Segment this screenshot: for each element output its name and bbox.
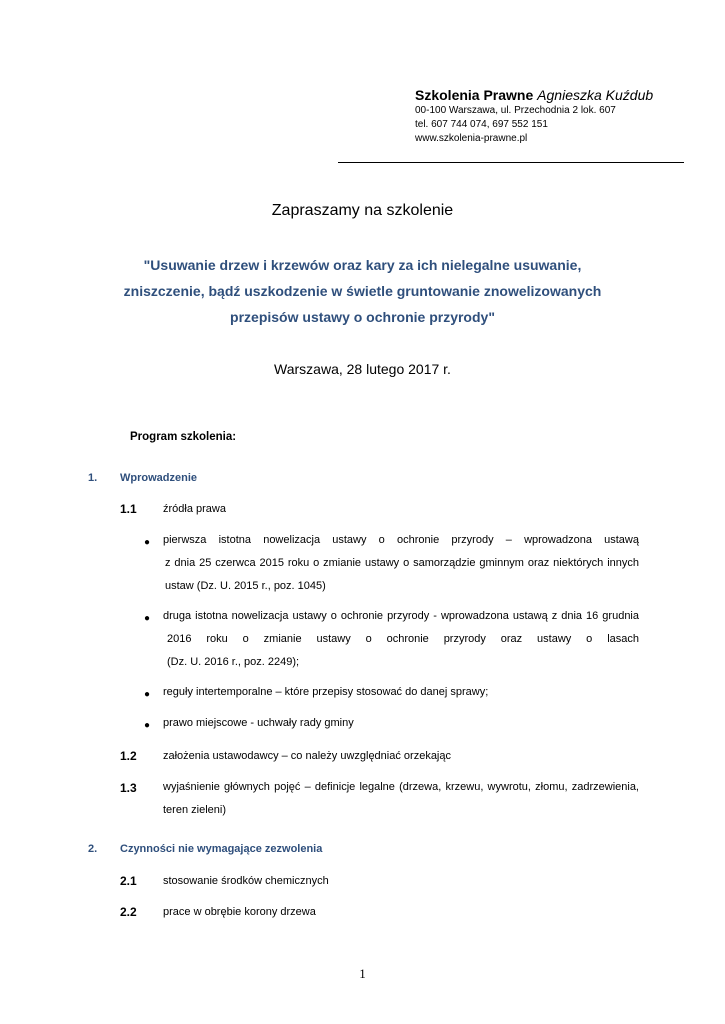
- invitation-heading: Zapraszamy na szkolenie: [271, 202, 454, 219]
- program-heading: Program szkolenia:: [130, 431, 237, 443]
- list-item: [163, 681, 639, 704]
- list-item-line: druga istotna nowelizacja ustawy o ochronie przyrody - wprowadzona ustawą z dnia 16 grudnia: [163, 610, 639, 622]
- subsection-line: teren zieleni): [163, 804, 226, 816]
- company-owner: Agnieszka Kuźdub: [537, 87, 654, 103]
- section-title: Wprowadzenie: [120, 472, 198, 484]
- bullet-icon: ●: [144, 689, 151, 700]
- title-line: przepisów ustawy o ochronie przyrody": [230, 309, 495, 325]
- section-title: Czynności nie wymagające zezwolenia: [120, 843, 323, 855]
- list-item-line: prawo miejscowe - uchwały rady gminy: [163, 717, 354, 729]
- list-item-line: (Dz. U. 2016 r., poz. 2249);: [167, 656, 300, 668]
- subsection-text: stosowanie środków chemicznych: [163, 875, 329, 887]
- subsection-text: prace w obrębie korony drzewa: [163, 906, 316, 918]
- date-place: Warszawa, 28 lutego 2017 r.: [274, 361, 451, 377]
- subsection-number: 1.1: [120, 502, 137, 516]
- title-line: "Usuwanie drzew i krzewów oraz kary za ich nielegalne usuwanie,: [143, 257, 582, 273]
- list-item-line: reguły intertemporalne – które przepisy stosować do danej sprawy;: [163, 686, 489, 698]
- company-address: 00-100 Warszawa, ul. Przechodnia 2 lok. 607: [415, 105, 616, 116]
- subsection-number: 2.2: [120, 905, 137, 919]
- list-item: [163, 605, 639, 674]
- bullet-icon: ●: [144, 720, 151, 731]
- letterhead: [415, 86, 715, 146]
- company-label: Szkolenia Prawne: [415, 87, 534, 103]
- list-item: [163, 712, 639, 735]
- section-number: 1.: [88, 472, 98, 484]
- subsection-number: 1.3: [120, 781, 137, 795]
- bullet-icon: ●: [144, 537, 151, 548]
- list-item-line: z dnia 25 czerwca 2015 roku o zmianie ustawy o samorządzie gminnym oraz niektórych innych: [165, 557, 639, 569]
- subsection-text: założenia ustawodawcy – co należy uwzględniać orzekając: [163, 750, 451, 762]
- section-number: 2.: [88, 843, 98, 855]
- header-divider: [338, 162, 684, 163]
- list-item-line: 2016 roku o zmianie ustawy o ochronie przyrody oraz ustawy o lasach: [167, 633, 639, 645]
- company-phone: tel. 607 744 074, 697 552 151: [415, 119, 548, 130]
- bullet-icon: ●: [144, 613, 151, 624]
- subsection-number: 2.1: [120, 874, 137, 888]
- training-title: [120, 252, 605, 330]
- company-website: www.szkolenia-prawne.pl: [415, 133, 528, 144]
- subsection-line: wyjaśnienie głównych pojęć – definicje legalne (drzewa, krzewu, wywrotu, złomu, zadrzewienia,: [163, 781, 639, 793]
- list-item-line: pierwsza istotna nowelizacja ustawy o ochronie przyrody – wprowadzona ustawą: [163, 534, 639, 546]
- page-number: 1: [359, 966, 366, 981]
- company-name: [415, 86, 715, 104]
- subsection-text: źródła prawa: [163, 503, 226, 515]
- list-item-line: ustaw (Dz. U. 2015 r., poz. 1045): [165, 580, 326, 592]
- title-line: zniszczenie, bądź uszkodzenie w świetle gruntowanie znowelizowanych: [123, 283, 602, 299]
- subsection-text: [163, 776, 639, 822]
- subsection-number: 1.2: [120, 749, 137, 763]
- list-item: [163, 529, 639, 598]
